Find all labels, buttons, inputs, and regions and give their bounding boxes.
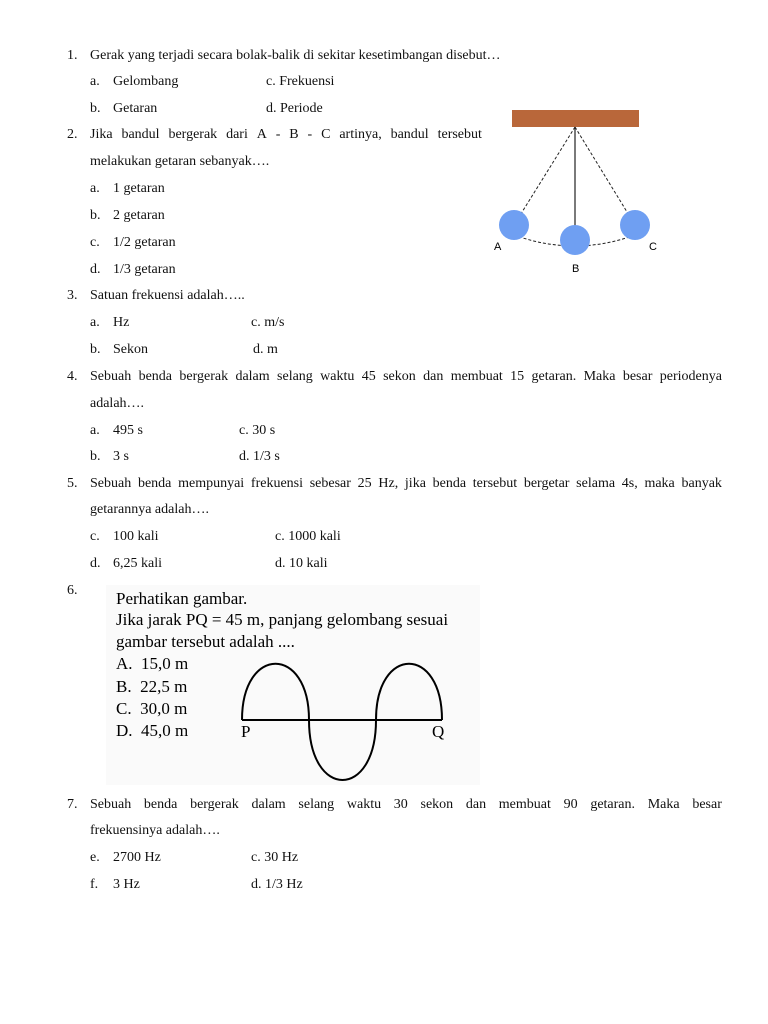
q7-option-3-letter: f. xyxy=(90,877,99,892)
q4-text-line2: adalah…. xyxy=(90,396,145,411)
q6-image-line1: Perhatikan gambar. xyxy=(116,589,248,608)
pendulum-figure xyxy=(490,105,670,285)
q2-option-c-letter: c. xyxy=(90,235,100,250)
q5-option-1-letter: c. xyxy=(90,529,100,544)
q2-option-d-letter: d. xyxy=(90,262,101,277)
q4-option-a-text: 495 s xyxy=(113,423,143,438)
q2-option-c-text: 1/2 getaran xyxy=(113,235,176,250)
q6-option-b: B. 22,5 m xyxy=(116,677,188,696)
q3-option-b-text: Sekon xyxy=(113,342,148,357)
q6-option-a: A. 15,0 m xyxy=(116,654,189,673)
q2-text-line2: melakukan getaran sebanyak…. xyxy=(90,154,270,169)
q6-label-p: P xyxy=(241,722,251,741)
q3-option-c: c. m/s xyxy=(251,315,285,330)
pendulum-label-c: C xyxy=(649,241,657,253)
q6-number: 6. xyxy=(67,583,78,598)
q7-text-line2: frekuensinya adalah…. xyxy=(90,823,220,838)
q1-option-a-letter: a. xyxy=(90,74,100,89)
q3-option-d: d. m xyxy=(253,342,278,357)
q2-text-line1: Jika bandul bergerak dari A - B - C artinya, bandul tersebut xyxy=(90,127,482,142)
q4-number: 4. xyxy=(67,369,78,384)
q6-label-q: Q xyxy=(432,722,445,741)
q4-text-line1: Sebuah benda bergerak dalam selang waktu 45 sekon dan membuat 15 getaran. Maka besar periodenya xyxy=(90,369,722,384)
q2-option-a-text: 1 getaran xyxy=(113,181,165,196)
q6-image-line3: gambar tersebut adalah .... xyxy=(116,632,295,651)
q6-image-line2: Jika jarak PQ = 45 m, panjang gelombang sesuai xyxy=(116,610,449,629)
q3-option-b-letter: b. xyxy=(90,342,101,357)
q7-option-2: c. 30 Hz xyxy=(251,850,299,865)
q5-option-4: d. 10 kali xyxy=(275,556,328,571)
q4-option-c: c. 30 s xyxy=(239,423,276,438)
q5-number: 5. xyxy=(67,476,78,491)
pendulum-string-c xyxy=(575,127,635,225)
q2-option-b-letter: b. xyxy=(90,208,101,223)
q6-option-c: C. 30,0 m xyxy=(116,699,188,718)
q1-number: 1. xyxy=(67,48,78,63)
q7-option-4: d. 1/3 Hz xyxy=(251,877,303,892)
pendulum-bob-b xyxy=(560,225,590,255)
q1-option-b-text: Getaran xyxy=(113,101,158,116)
pendulum-bob-c xyxy=(620,210,650,240)
q2-option-b-text: 2 getaran xyxy=(113,208,165,223)
pendulum-beam xyxy=(512,110,639,127)
q3-option-a-text: Hz xyxy=(113,315,130,330)
q2-number: 2. xyxy=(67,127,78,142)
q5-text-line1: Sebuah benda mempunyai frekuensi sebesar 25 Hz, jika benda tersebut bergetar selama 4s, maka banyak xyxy=(90,476,722,491)
q7-text-line1: Sebuah benda bergerak dalam selang waktu 30 sekon dan membuat 90 getaran. Maka besar xyxy=(90,797,722,812)
q1-text: Gerak yang terjadi secara bolak-balik di sekitar kesetimbangan disebut… xyxy=(90,48,501,63)
q4-option-d: d. 1/3 s xyxy=(239,449,280,464)
q2-option-d-text: 1/3 getaran xyxy=(113,262,176,277)
q1-option-b-letter: b. xyxy=(90,101,101,116)
pendulum-label-b: B xyxy=(572,263,580,275)
q6-option-d: D. 45,0 m xyxy=(116,721,189,740)
q1-option-c: c. Frekuensi xyxy=(266,74,335,89)
q6-image xyxy=(106,585,480,785)
q3-text: Satuan frekuensi adalah….. xyxy=(90,288,245,303)
q2-option-a-letter: a. xyxy=(90,181,100,196)
pendulum-bob-a xyxy=(499,210,529,240)
q3-option-a-letter: a. xyxy=(90,315,100,330)
q4-option-a-letter: a. xyxy=(90,423,100,438)
q5-option-2: c. 1000 kali xyxy=(275,529,341,544)
q7-number: 7. xyxy=(67,797,78,812)
q7-option-3-text: 3 Hz xyxy=(113,877,140,892)
q6-wave-diagram xyxy=(106,585,480,785)
q3-number: 3. xyxy=(67,288,78,303)
pendulum-string-a xyxy=(514,127,575,225)
q1-option-a-text: Gelombang xyxy=(113,74,179,89)
pendulum-label-a: A xyxy=(494,241,502,253)
q5-option-1-text: 100 kali xyxy=(113,529,159,544)
q4-option-b-letter: b. xyxy=(90,449,101,464)
q6-wave-curve xyxy=(242,664,445,780)
q7-option-1-letter: e. xyxy=(90,850,100,865)
q4-option-b-text: 3 s xyxy=(113,449,129,464)
q5-option-3-text: 6,25 kali xyxy=(113,556,162,571)
q5-text-line2: getarannya adalah…. xyxy=(90,502,209,517)
q1-option-d: d. Periode xyxy=(266,101,323,116)
q7-option-1-text: 2700 Hz xyxy=(113,850,161,865)
q5-option-3-letter: d. xyxy=(90,556,101,571)
